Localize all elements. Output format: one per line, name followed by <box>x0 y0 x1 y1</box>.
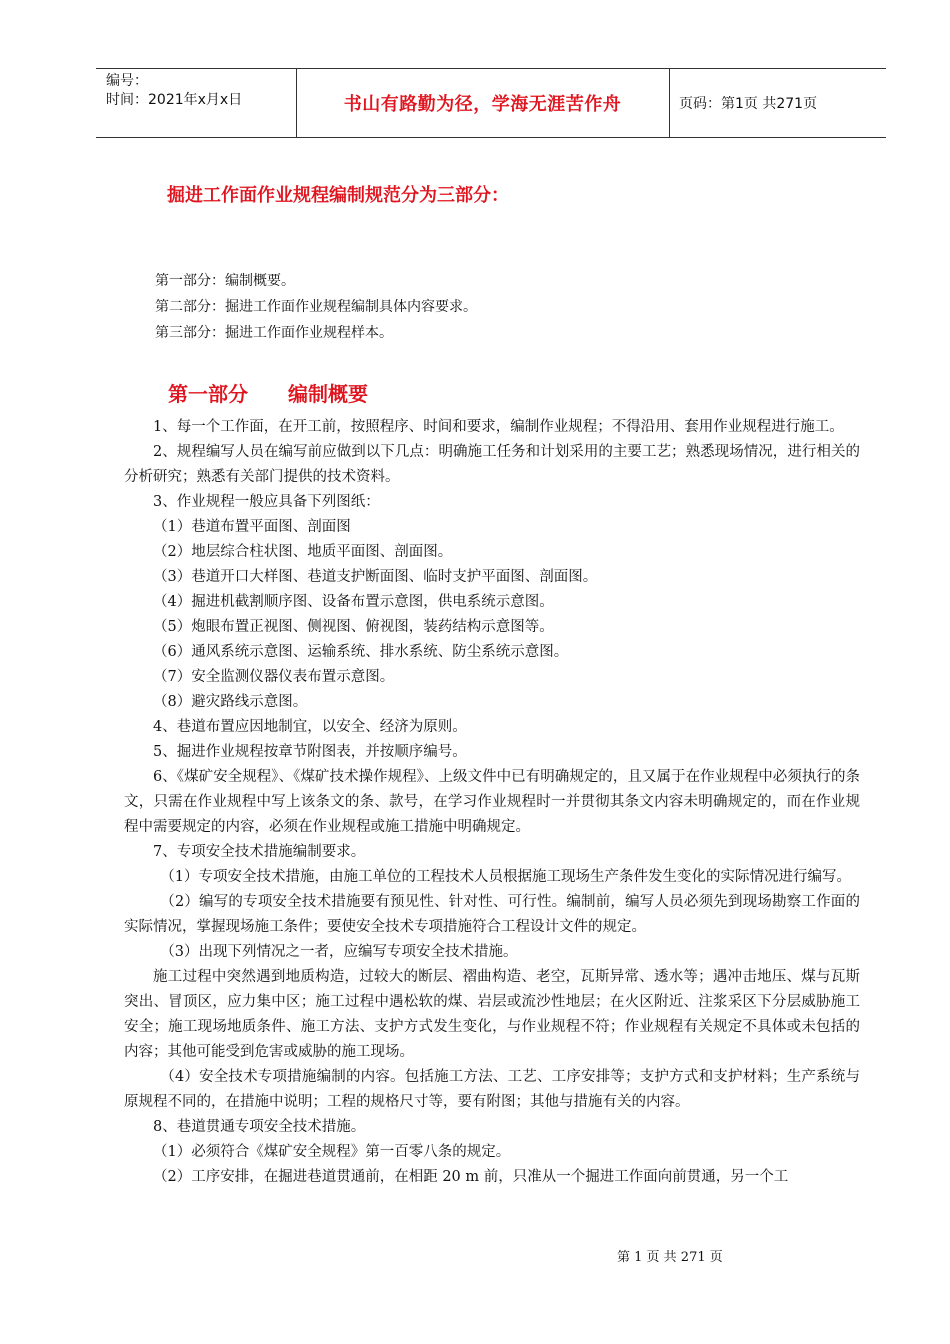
list-item: （2）地层综合柱状图、地质平面图、剖面图。 <box>153 544 453 560</box>
paragraph: 2、规程编写人员在编写前应做到以下几点：明确施工任务和计划采用的主要工艺；熟悉现场情况，进行相关的分析研究；熟悉有关部门提供的技术资料。 <box>124 444 860 485</box>
list-item: （6）通风系统示意图、运输系统、排水系统、防尘系统示意图。 <box>153 644 569 660</box>
list-item: （7）安全监测仪器仪表布置示意图。 <box>153 669 395 685</box>
section-heading <box>168 378 368 407</box>
paragraph: （4）安全技术专项措施编制的内容。包括施工方法、工艺、工序安排等；支护方式和支护材料；生产系统与原规程不同的，在措施中说明；工程的规格尺寸等，要有附图；其他与措施有关的内容。 <box>124 1069 860 1110</box>
list-item: （1）巷道布置平面图、剖面图 <box>153 519 351 535</box>
paragraph: 施工过程中突然遇到地质构造，过较大的断层、褶曲构造、老空，瓦斯异常、透水等；遇冲击地压、煤与瓦斯突出、冒顶区，应力集中区；施工过程中遇松软的煤、岩层或流沙性地层；在火区附近、注浆采区下分层威胁施工安全；施工现场地质条件、施工方法、支护方式发生变化，与作业规程不符；作业规程有关规定不具体或未包括的内容；其他可能受到危害或威胁的施工现场。 <box>124 969 860 1060</box>
header-page-info: 页码：第1页 共271页 <box>679 96 818 112</box>
document-header <box>96 68 886 138</box>
parts-list-item: 第一部分：编制概要。 <box>155 273 295 289</box>
document-title: 掘进工作面作业规程编制规范分为三部分： <box>167 185 509 206</box>
parts-list-item: 第二部分：掘进工作面作业规程编制具体内容要求。 <box>155 299 477 315</box>
list-item: （8）避灾路线示意图。 <box>153 694 308 710</box>
page-footer: 第 1 页 共 271 页 <box>617 1250 723 1265</box>
paragraph: 3、作业规程一般应具备下列图纸： <box>153 494 380 510</box>
paragraph: 8、巷道贯通专项安全技术措施。 <box>153 1119 366 1135</box>
list-item: （3）巷道开口大样图、巷道支护断面图、临时支护平面图、剖面图。 <box>153 569 598 585</box>
section-title: 编制概要 <box>288 382 368 406</box>
header-meta-cell <box>96 69 297 137</box>
paragraph: 6、《煤矿安全规程》、《煤矿技术操作规程》、上级文件中已有明确规定的，且又属于在作业规程中必须执行的条文，只需在作业规程中写上该条文的条、款号，在学习作业规程时一并贯彻其条文内容未明确规定的，而在作业规程中需要规定的内容，必须在作业规程或施工措施中明确规定。 <box>124 769 860 835</box>
document-body <box>124 415 860 1190</box>
paragraph: 7、专项安全技术措施编制要求。 <box>153 844 366 860</box>
parts-list-item: 第三部分：掘进工作面作业规程样本。 <box>155 325 393 341</box>
section-part-label: 第一部分 <box>168 382 248 406</box>
list-item: （2）工序安排，在掘进巷道贯通前，在相距 20 m 前，只准从一个掘进工作面向前贯通，另一个工 <box>153 1169 789 1185</box>
header-motto: 书山有路勤为径，学海无涯苦作舟 <box>296 69 670 137</box>
paragraph: 5、掘进作业规程按章节附图表，并按顺序编号。 <box>153 744 467 760</box>
paragraph: 4、巷道布置应因地制宜，以安全、经济为原则。 <box>153 719 467 735</box>
list-item: （4）掘进机截割顺序图、设备布置示意图，供电系统示意图。 <box>153 594 554 610</box>
time-label: 时间：2021年x月x日 <box>106 92 243 108</box>
paragraph: （1）专项安全技术措施，由施工单位的工程技术人员根据施工现场生产条件发生变化的实际情况进行编写。 <box>160 869 851 885</box>
paragraph: （3）出现下列情况之一者，应编写专项安全技术措施。 <box>160 944 518 960</box>
list-item: （5）炮眼布置正视图、侧视图、俯视图，装药结构示意图等。 <box>153 619 554 635</box>
list-item: （1）必须符合《煤矿安全规程》第一百零八条的规定。 <box>153 1144 511 1160</box>
paragraph: （2）编写的专项安全技术措施要有预见性、针对性、可行性。编制前，编写人员必须先到现场勘察工作面的实际情况，掌握现场施工条件；要使安全技术专项措施符合工程设计文件的规定。 <box>124 894 860 935</box>
number-label: 编号： <box>106 73 148 89</box>
parts-list <box>155 268 477 346</box>
paragraph: 1、每一个工作面，在开工前，按照程序、时间和要求，编制作业规程；不得沿用、套用作业规程进行施工。 <box>153 419 844 435</box>
